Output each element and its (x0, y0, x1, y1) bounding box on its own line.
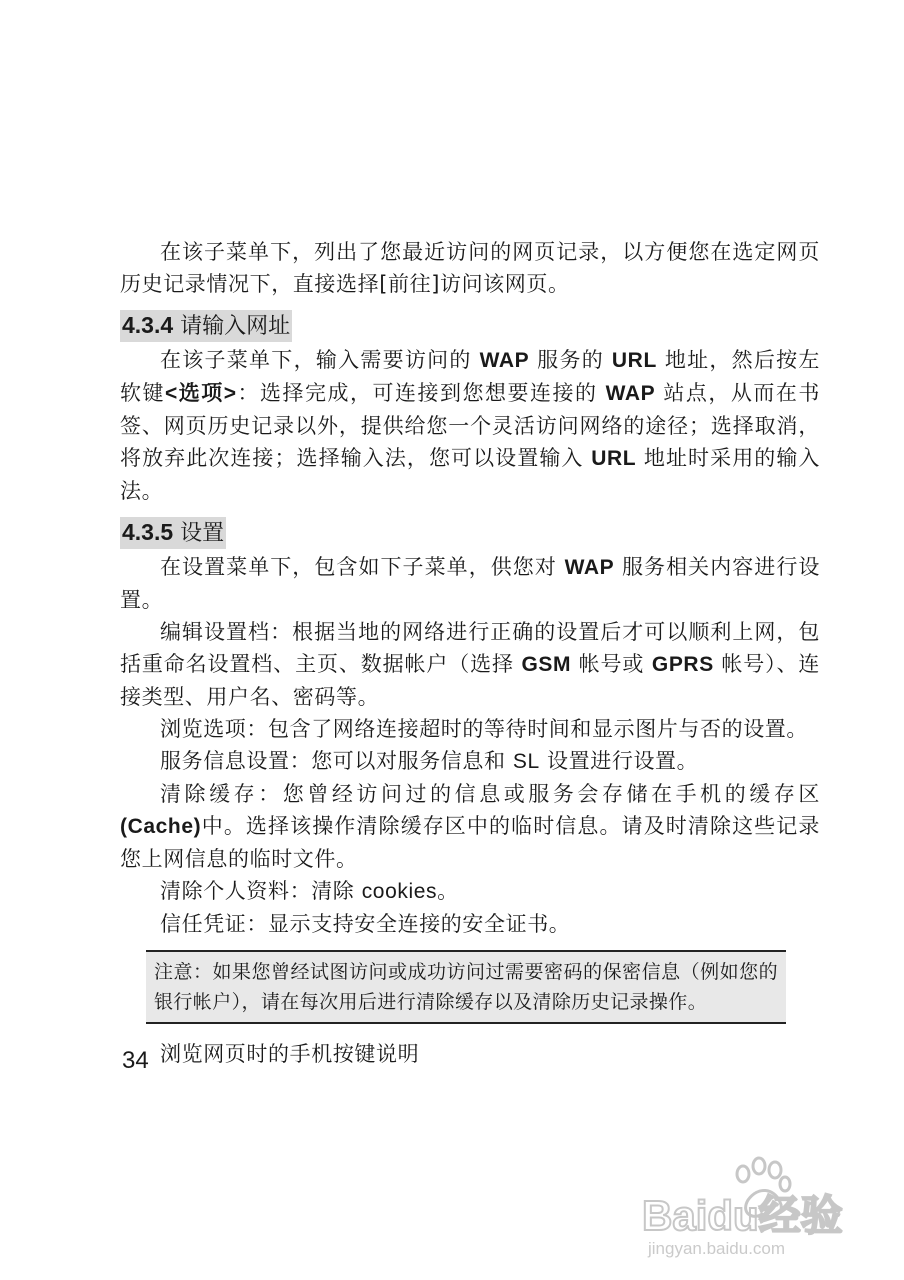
section-number: 4.3.4 (122, 312, 174, 338)
note-box (146, 950, 786, 1024)
service-info-paragraph: 服务信息设置：您可以对服务信息和 SL 设置进行设置。 (160, 749, 699, 773)
section-title: 设置 (180, 521, 225, 546)
clear-cache-paragraph: 清除缓存：您曾经访问过的信息或服务会存储在手机的缓存区(Cache)中。选择该操作清除缓存区中的临时信息。请及时清除这些记录您上网信息的临时文件。 (120, 782, 820, 871)
watermark-url: jingyan.baidu.com (648, 1239, 786, 1258)
history-paragraph: 在该子菜单下，列出了您最近访问的网页记录，以方便您在选定网页历史记录情况下，直接选择[前往]访问该网页。 (120, 240, 820, 296)
clear-personal-paragraph: 清除个人资料：清除 cookies。 (160, 879, 459, 903)
note-text: 注意：如果您曾经试图访问或成功访问过需要密码的保密信息（例如您的银行帐户），请在每次用后进行清除缓存以及清除历史记录操作。 (154, 961, 778, 1013)
keys-heading-text: 浏览网页时的手机按键说明 (160, 1042, 420, 1066)
enter-url-paragraph: 在该子菜单下，输入需要访问的 WAP 服务的 URL 地址，然后按左软键<选项>：选择完成，可连接到您想要连接的 WAP 站点，从而在书签、网页历史记录以外，提供给您一个灵活访问网络的途径；选择取消，将放弃此次连接；选择输入法，您可以设置输入 URL 地址时采用的输入法。 (120, 348, 821, 503)
browse-options-paragraph: 浏览选项：包含了网络连接超时的等待时间和显示图片与否的设置。 (160, 717, 808, 741)
edit-profile-paragraph: 编辑设置档：根据当地的网络进行正确的设置后才可以顺利上网，包括重命名设置档、主页、数据帐户（选择 GSM 帐号或 GPRS 帐号）、连接类型、用户名、密码等。 (120, 620, 821, 709)
page-content (120, 236, 820, 1070)
section-title: 请输入网址 (180, 314, 291, 339)
watermark-brand: Baidu经验 (642, 1192, 843, 1239)
trust-cert-paragraph: 信任凭证：显示支持安全连接的安全证书。 (160, 912, 571, 936)
section-heading-434 (120, 310, 292, 342)
section-number: 4.3.5 (122, 519, 174, 545)
section-heading-435 (120, 517, 226, 549)
page-number: 34 (122, 1047, 149, 1074)
settings-intro-paragraph: 在设置菜单下，包含如下子菜单，供您对 WAP 服务相关内容进行设置。 (120, 555, 820, 612)
baidu-watermark-logo (640, 1150, 870, 1260)
